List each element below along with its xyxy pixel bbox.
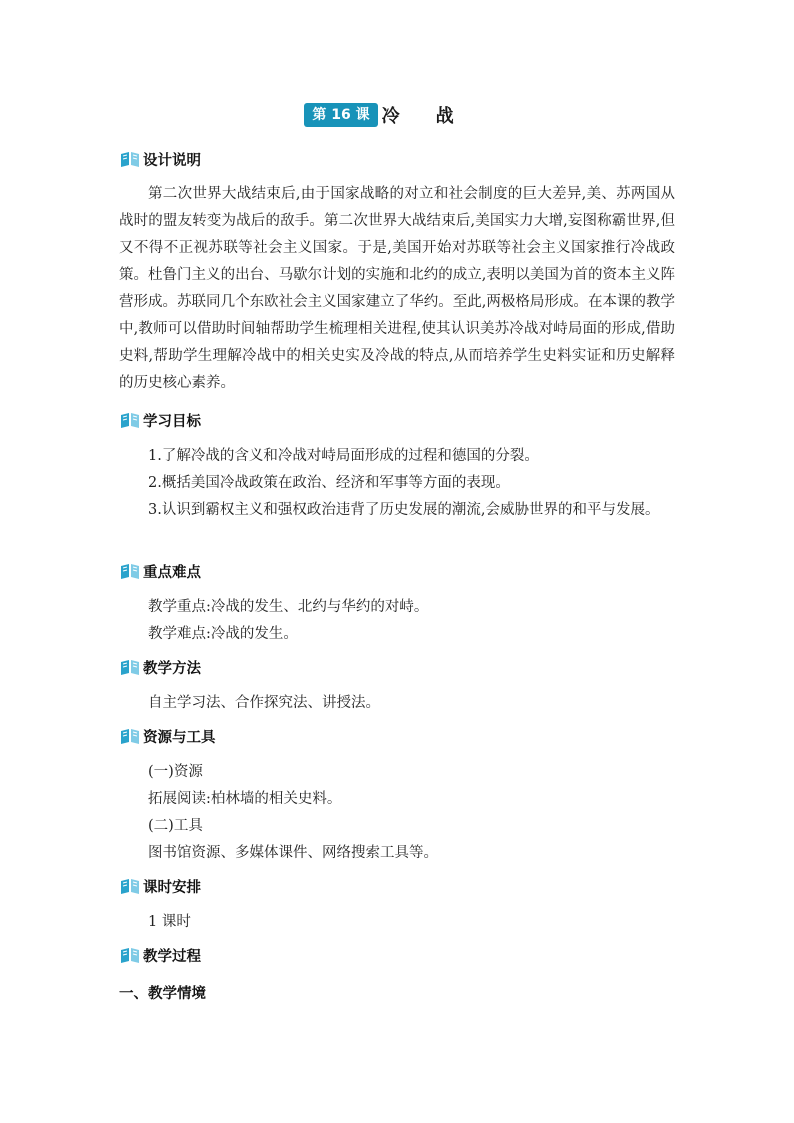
- section-design-header: [119, 148, 201, 170]
- section-schedule-header: [119, 875, 201, 897]
- resources-body: 拓展阅读:柏林墙的相关史料。: [148, 791, 342, 807]
- lesson-number-badge: 第 16 课: [304, 103, 377, 127]
- section-title: 学习目标: [143, 413, 201, 430]
- key-difficulty: 教学难点:冷战的发生。: [148, 626, 298, 642]
- process-subheading: 一、教学情境: [119, 986, 206, 1002]
- section-goals-header: [119, 409, 201, 431]
- open-book-icon: [119, 877, 141, 895]
- lesson-title: 冷战: [381, 106, 490, 127]
- open-book-icon: [119, 946, 141, 964]
- section-process-header: [119, 944, 201, 966]
- design-description: 第二次世界大战结束后,由于国家战略的对立和社会制度的巨大差异,美、苏两国从战时的盟友转变为战后的敌手。第二次世界大战结束后,美国实力大增,妄图称霸世界,但又不得不正视苏联等社会主义国家。于是,美国开始对苏联等社会主义国家推行冷战政策。杜鲁门主义的出台、马歇尔计划的实施和北约的成立,表明以美国为首的资本主义阵营形成。苏联同几个东欧社会主义国家建立了华约。至此,两极格局形成。在本课的教学中,教师可以借助时间轴帮助学生梳理相关进程,使其认识美苏冷战对峙局面的形成,借助史料,帮助学生理解冷战中的相关史实及冷战的特点,从而培养学生史料实证和历史解释的历史核心素养。: [119, 186, 675, 391]
- goal-item: 3.认识到霸权主义和强权政治违背了历史发展的潮流,会威胁世界的和平与发展。: [148, 502, 660, 518]
- tools-body: 图书馆资源、多媒体课件、网络搜索工具等。: [148, 845, 438, 861]
- open-book-icon: [119, 150, 141, 168]
- tools-label: (二)工具: [148, 818, 203, 834]
- schedule-body: 1 课时: [148, 914, 191, 930]
- section-title: 课时安排: [143, 879, 201, 896]
- open-book-icon: [119, 562, 141, 580]
- section-title: 教学方法: [143, 660, 201, 677]
- section-resources-header: [119, 725, 216, 747]
- open-book-icon: [119, 411, 141, 429]
- open-book-icon: [119, 658, 141, 676]
- section-title: 设计说明: [143, 152, 201, 169]
- goal-item: 1.了解冷战的含义和冷战对峙局面形成的过程和德国的分裂。: [148, 448, 539, 464]
- section-keypoints-header: [119, 560, 201, 582]
- goal-item: 2.概括美国冷战政策在政治、经济和军事等方面的表现。: [148, 475, 510, 491]
- section-title: 重点难点: [143, 564, 201, 581]
- key-focus: 教学重点:冷战的发生、北约与华约的对峙。: [148, 599, 429, 615]
- resources-label: (一)资源: [148, 764, 203, 780]
- open-book-icon: [119, 727, 141, 745]
- section-methods-header: [119, 656, 201, 678]
- section-title: 教学过程: [143, 948, 201, 965]
- lesson-header: [0, 101, 794, 129]
- section-title: 资源与工具: [143, 729, 216, 746]
- methods-body: 自主学习法、合作探究法、讲授法。: [148, 695, 380, 711]
